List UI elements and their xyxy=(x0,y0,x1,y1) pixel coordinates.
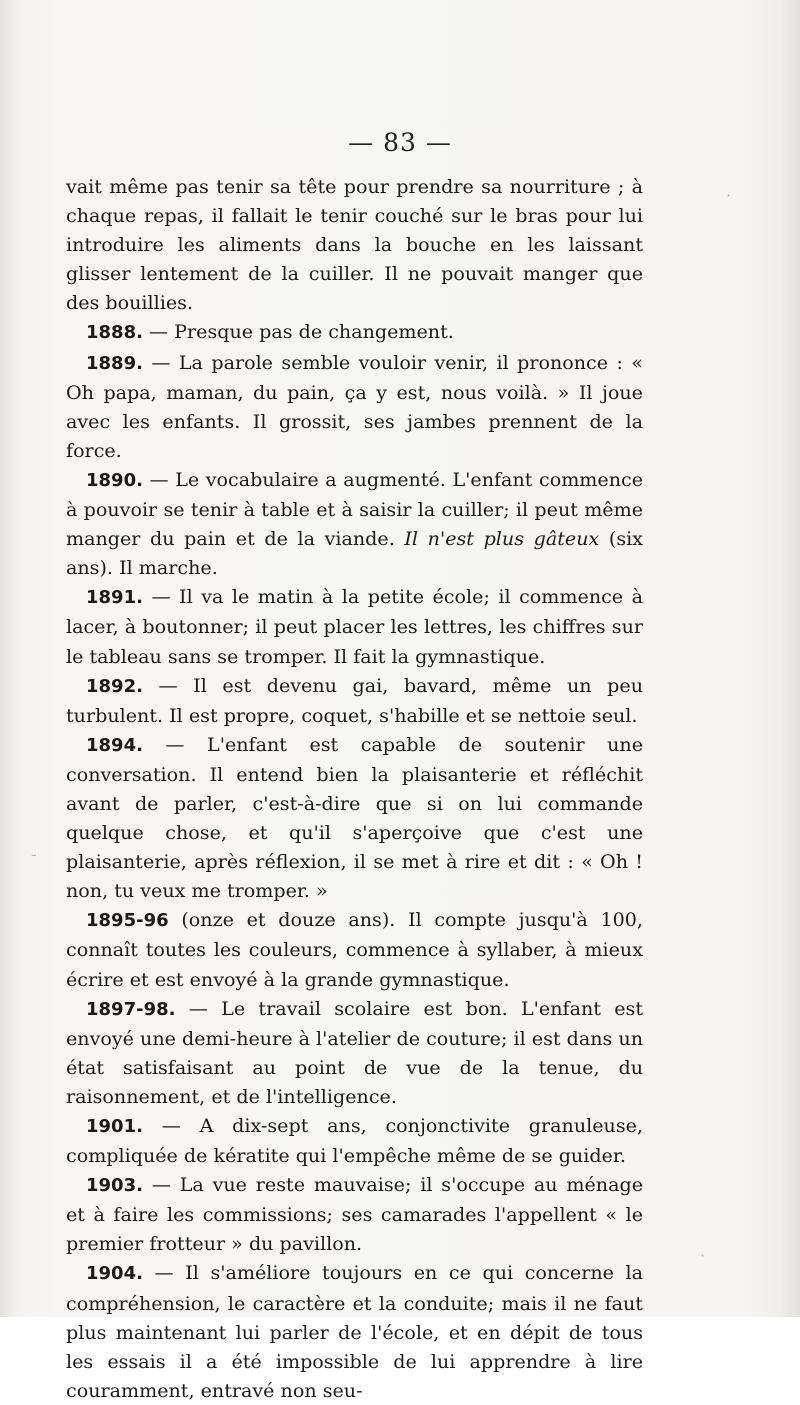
entry-1904 xyxy=(66,1258,643,1404)
entry-1889 xyxy=(66,348,643,465)
year-label: 1897-98. xyxy=(86,998,176,1020)
paragraph-text: — L'enfant est capable de soutenir une conversation. Il entend bien la plaisanterie et réfléchit avant de parler, c'est-à-dire que si on lui commande quelque chose, et qu'il s'aperçoive que c'est une plaisanterie, après réflexion, il se met à rire et dit : « Oh ! non, tu veux me tromper. » xyxy=(66,732,643,903)
entry-1894 xyxy=(66,730,643,906)
paragraph-text: — Il est devenu gai, bavard, même un peu turbulent. Il est propre, coquet, s'habille et se nettoie seul. xyxy=(66,673,643,727)
paragraph-text: — La parole semble vouloir venir, il prononce : « Oh papa, maman, du pain, ça y est, nous voilà. » Il joue avec les enfants. Il grossit, ses jambes prennent de la force. xyxy=(66,350,643,462)
entry-1891 xyxy=(66,582,643,670)
year-label: 1894. xyxy=(86,734,143,756)
year-label: 1888. xyxy=(86,322,143,344)
paragraph-text: — Il s'améliore toujours en ce qui concerne la compréhension, le caractère et la conduite; mais il ne faut plus maintenant lui parler de l'école, et en dépit de tous les essais il a été impossible de lui apprendre à lire couramment, entravé non seu- xyxy=(66,1261,643,1402)
paragraph-continuation xyxy=(66,172,643,317)
year-label: 1904. xyxy=(86,1263,143,1285)
entry-1897-98 xyxy=(66,994,643,1111)
year-label: 1889. xyxy=(86,352,143,374)
paragraph-text: — A dix-sept ans, conjonctivite granuleuse, compliquée de kératite qui l'empêche même de se guider. xyxy=(66,1114,643,1168)
scan-blemish: - xyxy=(31,845,37,864)
year-label: 1903. xyxy=(86,1175,143,1197)
body-text xyxy=(66,172,643,1405)
paragraph-text: — Presque pas de changement. xyxy=(142,320,454,344)
page-number: — 83 — xyxy=(348,128,452,157)
paragraph-text-end: (six ans). Il marche. xyxy=(66,527,643,580)
year-label: 1890. xyxy=(86,469,143,491)
entry-1890 xyxy=(66,465,643,582)
scan-blemish: · xyxy=(726,186,732,205)
paragraph-text: — Le travail scolaire est bon. L'enfant est envoyé une demi-heure à l'atelier de couture; il est dans un état satisfaisant au point de vue de la tenue, du raisonnement, et de l'intelligence. xyxy=(66,996,643,1108)
paragraph-text: — Il va le matin à la petite école; il commence à lacer, à boutonner; il peut placer les lettres, les chiffres sur le tableau sans se tromper. Il fait la gymnastique. xyxy=(66,585,643,668)
scan-blemish: · xyxy=(700,1246,706,1265)
entry-1892 xyxy=(66,671,643,730)
entry-1901 xyxy=(66,1111,643,1170)
paragraph-text: (onze et douze ans). Il compte jusqu'à 100, connaît toutes les couleurs, commence à syllaber, à mieux écrire et est envoyé à la grande gymnastique. xyxy=(66,908,643,991)
paragraph-text: — La vue reste mauvaise; il s'occupe au ménage et à faire les commissions; ses camarades l'appellent « le premier frotteur » du pavillon. xyxy=(66,1173,643,1256)
paragraph-text: vait même pas tenir sa tête pour prendre sa nourriture ; à chaque repas, il fallait le tenir couché sur le bras pour lui introduire les aliments dans la bouche en les laissant glisser lentement de la cuiller. Il ne pouvait manger que des bouillies. xyxy=(66,175,643,315)
year-label: 1901. xyxy=(86,1116,143,1137)
entry-1888 xyxy=(66,317,643,347)
year-label: 1891. xyxy=(86,587,143,609)
entry-1895-96 xyxy=(66,905,643,993)
paragraph-text: — Le vocabulaire a augmenté. L'enfant commence à pouvoir se tenir à table et à saisir la cuiller; il peut même manger du pain et de la viande. xyxy=(66,467,643,551)
year-label: 1892. xyxy=(86,675,143,697)
entry-1903 xyxy=(66,1170,643,1258)
year-label: 1895-96 xyxy=(86,910,169,932)
italic-phrase: Il n'est plus gâteux xyxy=(404,527,600,551)
